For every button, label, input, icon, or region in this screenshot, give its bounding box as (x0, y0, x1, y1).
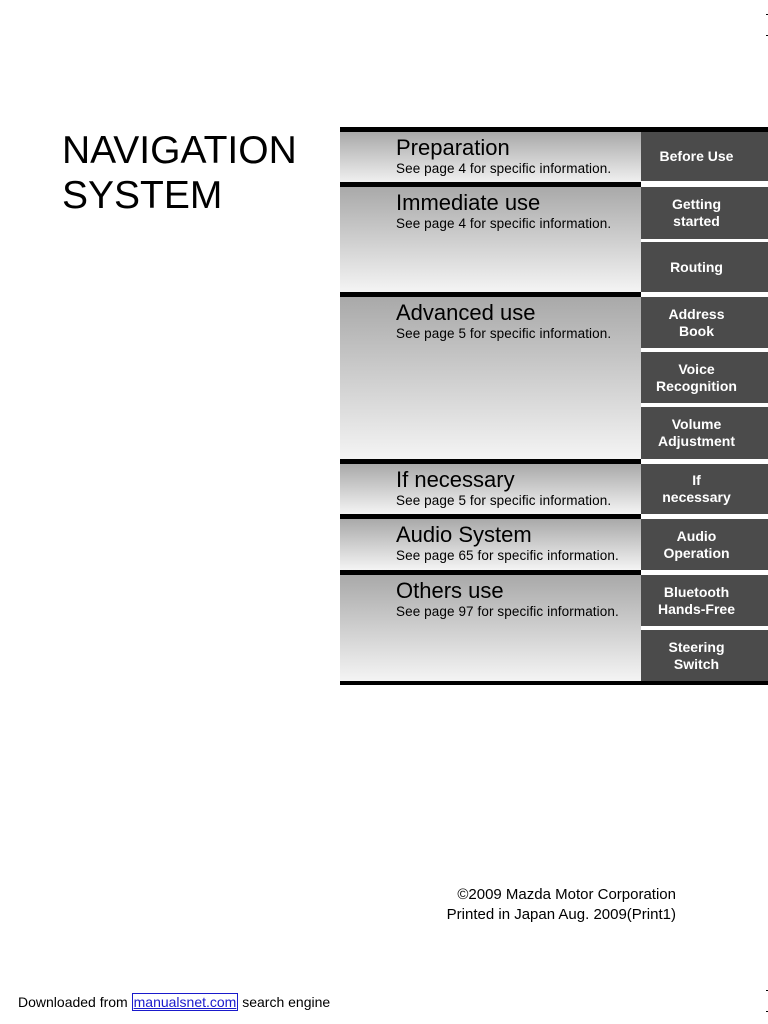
copyright-block (447, 885, 676, 925)
toc-bottom-rule (340, 681, 768, 685)
tab-if-necessary[interactable]: If necessary (641, 464, 768, 514)
section-page-ref: See page 65 for specific information. (396, 548, 619, 563)
footer-prefix: Downloaded from (18, 994, 132, 1010)
tab-audio-operation[interactable]: Audio Operation (641, 519, 768, 570)
table-of-contents (340, 127, 768, 685)
tab-steering-switch[interactable]: Steering Switch (641, 630, 768, 681)
print-info-line: Printed in Japan Aug. 2009(Print1) (446, 906, 676, 923)
tab-bluetooth-hands-free[interactable]: Bluetooth Hands-Free (641, 575, 768, 626)
tab-voice-recognition[interactable]: Voice Recognition (641, 352, 768, 403)
section-page-ref: See page 4 for specific information. (396, 216, 612, 231)
section-page-ref: See page 97 for specific information. (396, 604, 619, 619)
title-line-2: SYSTEM (62, 174, 223, 217)
tab-volume-adjustment[interactable]: Volume Adjustment (641, 407, 768, 459)
section-if-necessary[interactable] (340, 464, 641, 514)
section-title: Preparation (396, 135, 510, 160)
section-title: Immediate use (396, 190, 541, 215)
section-others-use[interactable] (340, 575, 641, 681)
footer-suffix: search engine (238, 994, 331, 1010)
section-immediate-use[interactable] (340, 187, 641, 292)
section-page-ref: See page 5 for specific information. (396, 493, 612, 508)
tab-address-book[interactable]: Address Book (641, 297, 768, 348)
section-advanced-use[interactable] (340, 297, 641, 459)
section-title: Advanced use (396, 300, 536, 325)
section-audio-system[interactable] (340, 519, 641, 570)
section-page-ref: See page 4 for specific information. (396, 161, 612, 176)
section-page-ref: See page 5 for specific information. (396, 326, 612, 341)
section-title: Audio System (396, 522, 532, 547)
document-title (62, 128, 297, 218)
manualsnet-link[interactable]: manualsnet.com (133, 994, 237, 1010)
section-title: If necessary (396, 467, 515, 492)
section-preparation[interactable] (340, 132, 641, 185)
section-title: Others use (396, 578, 504, 603)
download-footer (18, 993, 330, 1011)
title-line-1: NAVIGATION (62, 129, 297, 172)
tab-before-use[interactable]: Before Use (641, 132, 768, 181)
tab-routing[interactable]: Routing (641, 242, 768, 292)
tab-getting-started[interactable]: Getting started (641, 187, 768, 239)
copyright-line: ©2009 Mazda Motor Corporation (457, 886, 676, 903)
